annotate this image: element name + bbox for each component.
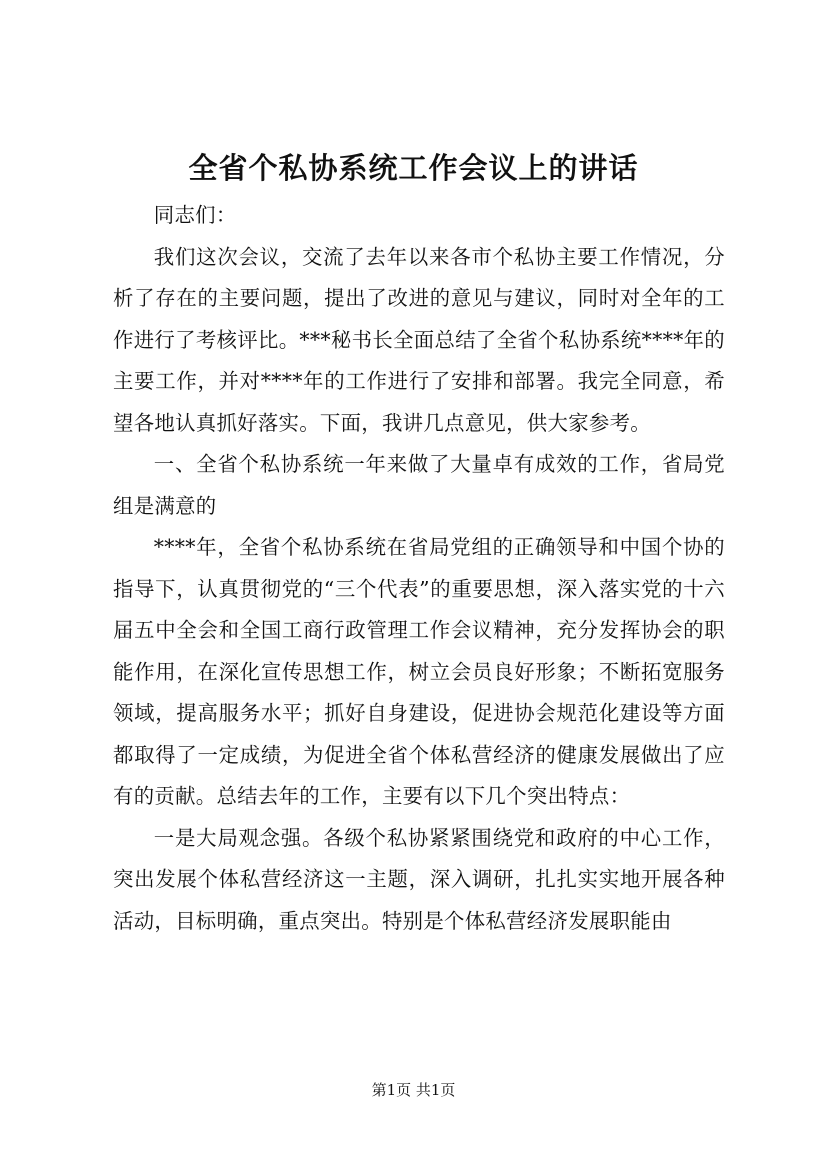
document-title: 全省个私协系统工作会议上的讲话 bbox=[188, 151, 639, 185]
document-body bbox=[113, 195, 725, 942]
body-paragraph: 我们这次会议，交流了去年以来各市个私协主要工作情况，分析了存在的主要问题，提出了改进的意见与建议，同时对全年的工作进行了考核评比。***秘书长全面总结了全省个私协系统****年的主要工作，并对****年的工作进行了安排和部署。我完全同意，希望各地认真抓好落实。下面，我讲几点意见，供大家参考。 bbox=[113, 244, 725, 435]
salutation-paragraph: 同志们： bbox=[153, 203, 237, 227]
body-paragraph: 一是大局观念强。各级个私协紧紧围绕党和政府的中心工作，突出发展个体私营经济这一主题，深入调研，扎扎实实地开展各种活动，目标明确，重点突出。特别是个体私营经济发展职能由 bbox=[113, 825, 725, 933]
page-footer: 第1页 共1页 bbox=[371, 1081, 456, 1099]
section-heading-paragraph: 一、全省个私协系统一年来做了大量卓有成效的工作，省局党组是满意的 bbox=[113, 452, 725, 518]
body-paragraph: ****年，全省个私协系统在省局党组的正确领导和中国个协的指导下，认真贯彻党的“三个代表”的重要思想，深入落实党的十六届五中全会和全国工商行政管理工作会议精神，充分发挥协会的职能作用，在深化宣传思想工作，树立会员良好形象；不断拓宽服务领域，提高服务水平；抓好自身建设，促进协会规范化建设等方面都取得了一定成绩，为促进全省个体私营经济的健康发展做出了应有的贡献。总结去年的工作，主要有以下几个突出特点： bbox=[113, 535, 725, 808]
